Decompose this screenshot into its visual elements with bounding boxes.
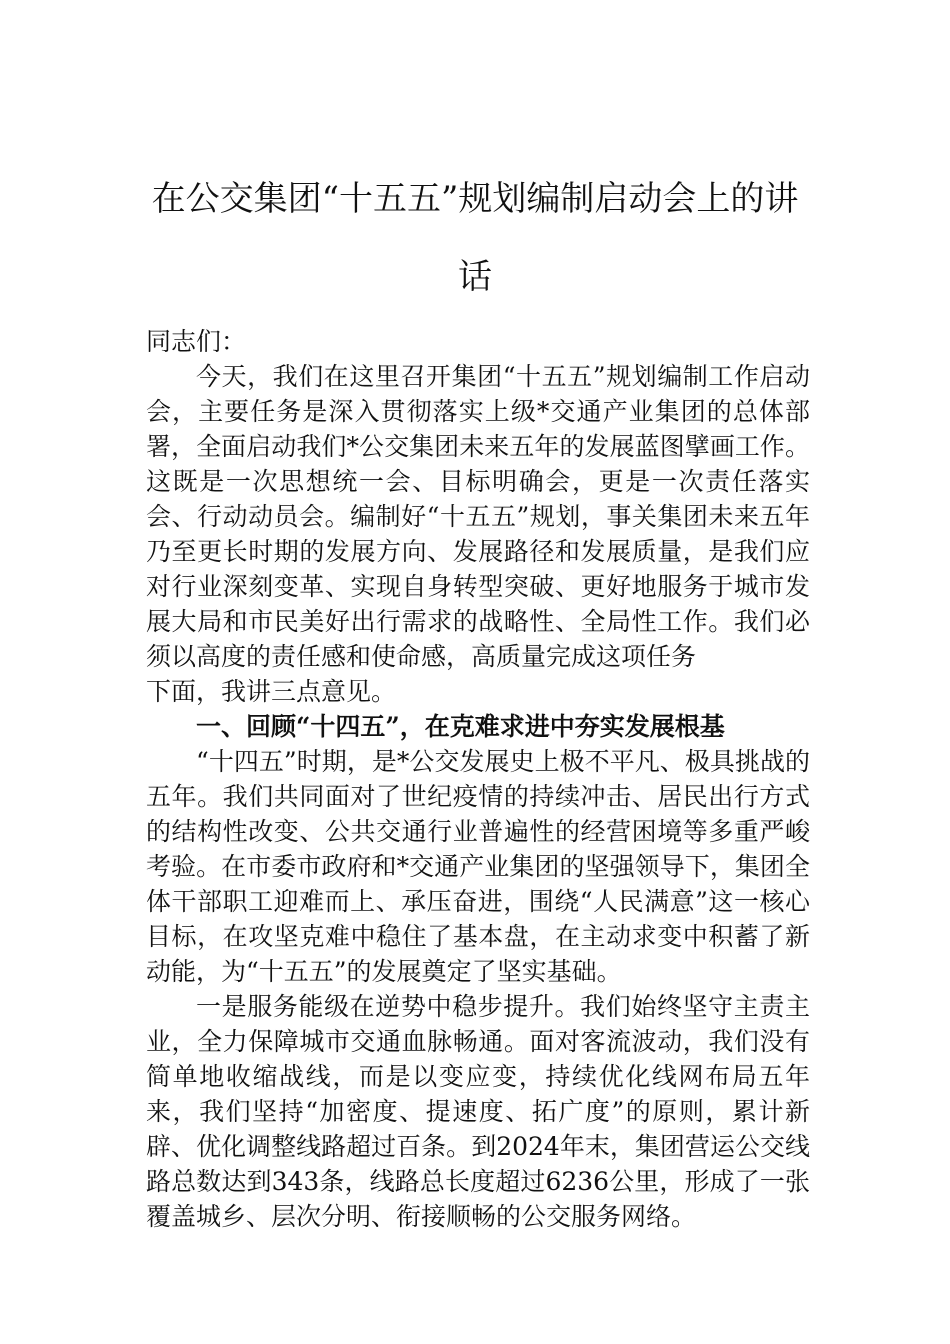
salutation: 同志们： <box>146 327 247 356</box>
document-body <box>146 324 810 1234</box>
paragraph-opening: 今天，我们在这里召开集团“十五五”规划编制工作启动会，主要任务是深入贯彻落实上级*交通产业集团的总体部署，全面启动我们*公交集团未来五年的发展蓝图擘画工作。这既是一次思想统一会、目标明确会，更是一次责任落实会、行动动员会。编制好“十五五”规划，事关集团未来五年乃至更长时期的发展方向、发展路径和发展质量，是我们应对行业深刻变革、实现自身转型突破、更好地服务于城市发展大局和市民美好出行需求的战略性、全局性工作。我们必须以高度的责任感和使命感，高质量完成这项任务 <box>146 362 810 671</box>
paragraph-service-level: 一是服务能级在逆势中稳步提升。我们始终坚守主责主业，全力保障城市交通血脉畅通。面对客流波动，我们没有简单地收缩战线，而是以变应变，持续优化线网布局五年来，我们坚持“加密度、提速度、拓广度”的原则，累计新辟、优化调整线路超过百条。到2024年末，集团营运公交线路总数达到343条，线路总长度超过6236公里，形成了一张覆盖城乡、层次分明、衔接顺畅的公交服务网络。 <box>146 992 810 1231</box>
document-title: 在公交集团“十五五”规划编制启动会上的讲话 <box>151 179 799 297</box>
paragraph-review: “十四五”时期，是*公交发展史上极不平凡、极具挑战的五年。我们共同面对了世纪疫情的持续冲击、居民出行方式的结构性改变、公共交通行业普遍性的经营困境等多重严峻考验。在市委市政府和*交通产业集团的坚强领导下，集团全体干部职工迎难而上、承压奋进，围绕“人民满意”这一核心目标，在攻坚克难中稳住了基本盘，在主动求变中积蓄了新动能，为“十五五”的发展奠定了坚实基础。 <box>146 747 810 986</box>
section-heading: 一、回顾“十四五”，在克难求进中夯实发展根基 <box>196 712 725 741</box>
paragraph-transition: 下面，我讲三点意见。 <box>146 677 397 706</box>
